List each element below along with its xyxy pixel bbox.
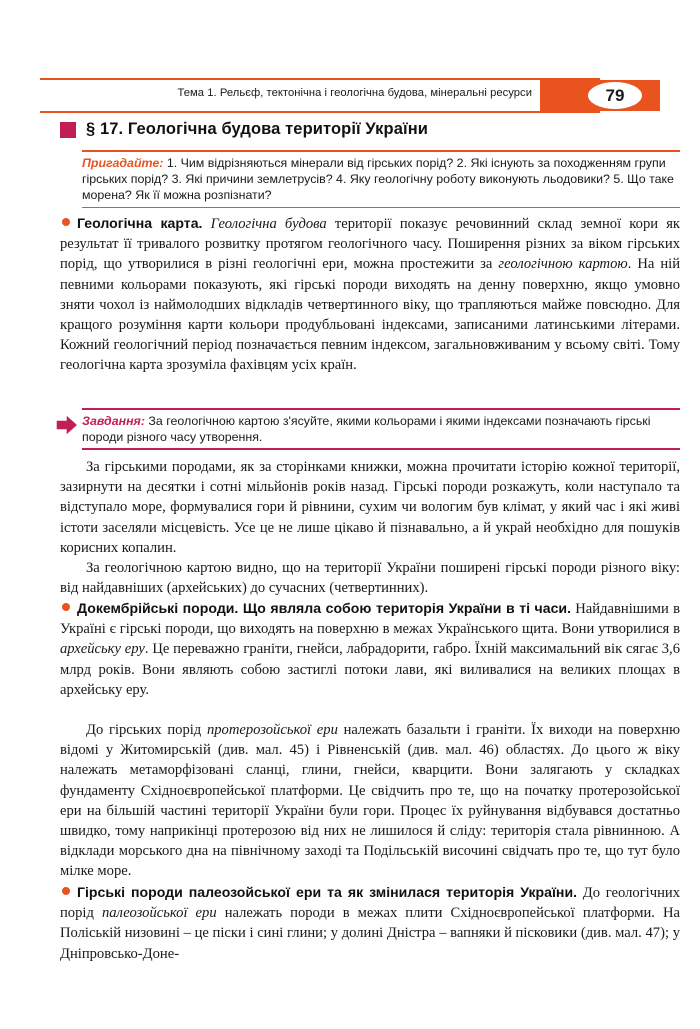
- recall-lead: Пригадайте:: [82, 155, 164, 170]
- task-callout: [82, 408, 680, 450]
- p5-text-a: До гірських порід: [86, 722, 207, 738]
- header-rule-bottom: [40, 111, 600, 113]
- recall-rule-bottom: [82, 207, 680, 209]
- p6-italic-term-1: палеозойської ери: [101, 905, 217, 922]
- page-header: [40, 78, 660, 114]
- p5-text-b: належать базальти і граніти. Їх виходи на поверхню відомі у Житомирській (див. мал. 45) і Рівненській (див. мал. 46) областях. До цього ж віку належать метаморфізовані сланці, глини, гнейси, кварцити. Вони залягають у складках фундаменту Східноєвропейської платформи. Це свідчить про те, що на початку протерозойської ери на більшій частині території України були гори. Процес їх руйнування відбувався достатньо швидко, тому наприкінці протерозою від них не лишилося й сліду: територія стала рівнинною. А відклади морського дна на північному заході та Подільській височині свідчать про те, що тут було мілке море.: [60, 722, 680, 880]
- p2-text: За гірськими породами, як за сторінками книжки, можна прочитати історію кожної території, зазирнути на десятки і сотні мільйонів років назад. Гірські породи розкажуть, коли наступало та відступало море, формувалися гори й рівнини, сухим чи вологим був клімат, у який час і які живі істоти заселяли місцевість. Усе це не лише цікаво й пізнавально, а й украй необхідно для пошуків корисних копалин.: [60, 459, 680, 556]
- p6-heading: Гірські породи палеозойської ери та як змінилася територія України.: [77, 884, 578, 900]
- header-band: [40, 80, 660, 111]
- paragraph-rocks-history: [60, 457, 680, 558]
- paragraph-geological-map: [60, 213, 680, 376]
- bullet-dot-icon: [62, 887, 70, 895]
- bullet-dot-icon: [62, 603, 70, 611]
- p1-italic-term-2: геологічною картою: [498, 256, 628, 273]
- arrow-right-icon: [56, 414, 78, 436]
- recall-callout: [82, 150, 680, 208]
- p3-text: За геологічною картою видно, що на території України поширені гірські породи різного віку: від найдавніших (архейських) до сучасних (четвертинних).: [60, 560, 680, 597]
- paragraph-precambrian: [60, 598, 680, 700]
- section-title: § 17. Геологічна будова території України: [86, 120, 429, 138]
- paragraph-paleozoic: [60, 882, 680, 964]
- running-title: Тема 1. Рельєф, тектонічна і геологічна будова, мінеральні ресурси: [177, 87, 532, 99]
- page-number: 79: [605, 86, 625, 105]
- p4-text-a: Найдавнішими в Україні є гірські породи, що виходять на поверхню в межах Українського щита. Вони утворилися в: [60, 601, 681, 638]
- p4-italic-term-1: архейську еру: [60, 641, 145, 658]
- task-rule-bottom: [82, 448, 680, 450]
- p6-text-a: До геологічних порід: [60, 885, 680, 922]
- task-lead: Завдання:: [82, 413, 145, 428]
- recall-body: [82, 152, 680, 207]
- task-text: За геологічною картою з'ясуйте, якими кольорами і якими індексами позначають гірські породи різного часу утворення.: [82, 413, 651, 444]
- p4-heading: Докембрійські породи. Що являла собою територія України в ті часи.: [77, 600, 571, 616]
- p6-text-b: належать породи в межах плити Східноєвропейської платформи. На Поліській низовині – це піски і сині глини; у долині Дністра – вапняки й пісковики (див. мал. 47); у Дніпровсько-Доне-: [60, 905, 680, 962]
- bullet-dot-icon: [62, 218, 70, 226]
- task-body: [82, 410, 680, 449]
- page-number-badge: [588, 82, 642, 109]
- paragraph-proterozoic: [60, 720, 680, 882]
- paragraph-rock-ages: [60, 558, 680, 598]
- p1-italic-term-1: Геологічна будова: [210, 216, 327, 232]
- p1-heading: Геологічна карта.: [77, 215, 203, 231]
- p4-text-b: . Це переважно граніти, гнейси, лабрадорити, габро. Їхній максимальний вік сягає 3,6 млрд років. Вони являють собою застиглі потоки лави, які виливалися на великих площах в архейську еру.: [60, 641, 680, 698]
- p5-italic-term-1: протерозойської ери: [206, 722, 338, 738]
- p1-text-b: . На ній певними кольорами показують, які гірські породи виходять на денну поверхню, якщо умовно зняти чохол із наймолодших відкладів четвертинного віку, що трапляються майже повсюдно. Для кращого розуміння карти кольори продубльовані індексами, записаними латинськими літерами. Кожний геологічний період позначається певним індексом, загальновживаним у всьому світі. Тому геологічна карта зрозуміла фахівцям усіх країн.: [60, 256, 681, 374]
- section-heading: [60, 120, 428, 139]
- p1-text-a: території показує речовинний склад земної кори як результат її тривалого розвитку протягом геологічного часу. Поширення різних за віком гірських порід, що утворилися в різні геологічні ери, можна простежити за: [60, 216, 680, 273]
- recall-text: 1. Чим відрізняються мінерали від гірських порід? 2. Які існують за походженням групи гірських порід? 3. Які причини землетрусів? 4. Яку геологічну роботу виконують льодовики? 5. Що таке морена? Як її можна розпізнати?: [82, 155, 674, 203]
- section-marker-icon: [60, 122, 76, 138]
